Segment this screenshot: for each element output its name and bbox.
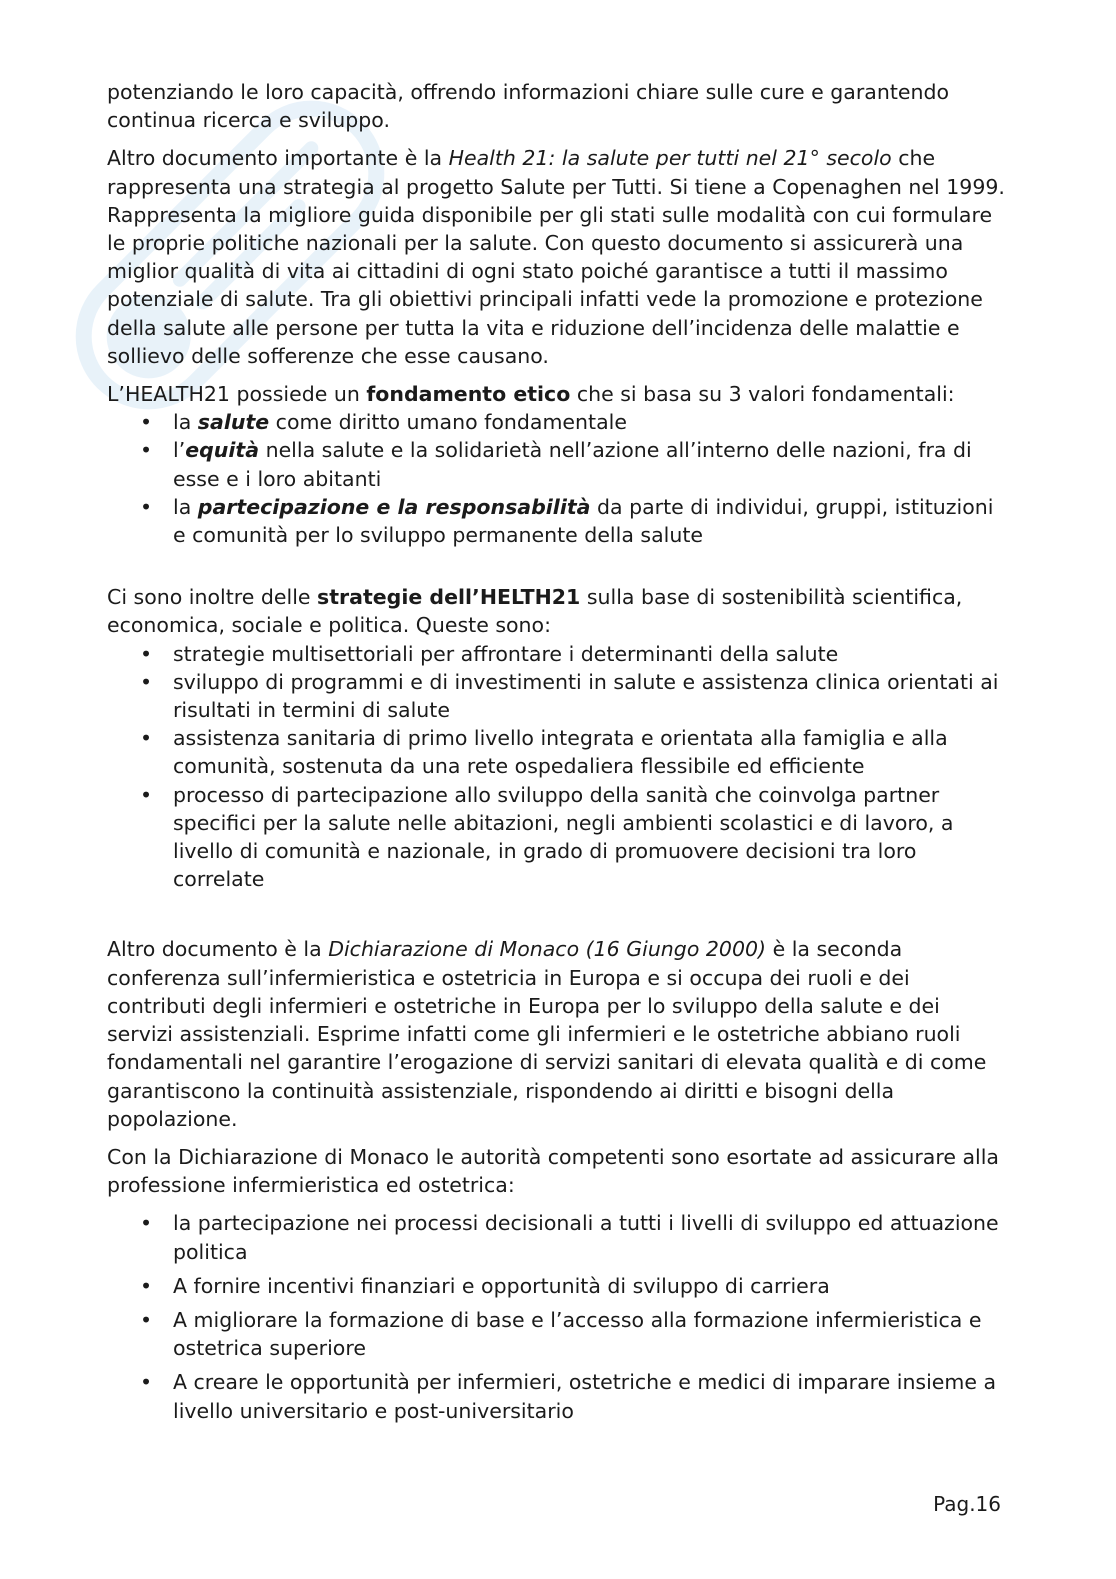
page-number: Pag.16 <box>933 1492 1001 1516</box>
text-run: da parte di individui, gruppi, istituzioni e comunità per lo sviluppo permanente della salute <box>173 494 994 548</box>
list-item <box>107 668 1007 724</box>
text-run: la <box>173 410 198 435</box>
list-item <box>107 1209 1007 1265</box>
monaco-list <box>107 1209 1007 1424</box>
ethical-foundation-term: fondamento etico <box>366 382 571 407</box>
text-run: la <box>173 494 198 519</box>
text-run: che si basa su 3 valori fondamentali: <box>570 382 955 407</box>
list-item <box>107 1306 1007 1362</box>
paragraph-strategies <box>107 583 1007 639</box>
list-item-text: processo di partecipazione allo sviluppo della sanità che coinvolga partner specifici per la salute nelle abitazioni, negli ambienti scolastici e di lavoro, a livello di comunità e nazionale, in grado di promuovere decisioni tra loro correlate <box>173 782 954 892</box>
list-item-text: assistenza sanitaria di primo livello integrata e orientata alla famiglia e alla comunità, sostenuta da una rete ospedaliera flessibile ed efficiente <box>173 726 948 779</box>
paragraph-monaco <box>107 935 1007 1132</box>
bullet-icon: • <box>140 1307 153 1332</box>
text-run: nella salute e la solidarietà nell’azione all’interno delle nazioni, fra di esse e i loro abitanti <box>173 438 972 491</box>
text-run: l’ <box>173 438 186 463</box>
list-item-text: A fornire incentivi finanziari e opportunità di sviluppo di carriera <box>173 1273 830 1298</box>
bullet-icon: • <box>140 1370 153 1395</box>
bullet-icon: • <box>140 438 153 463</box>
bullet-icon: • <box>140 1273 153 1298</box>
list-item <box>107 1272 1007 1300</box>
paragraph-health21 <box>107 144 1007 370</box>
list-item <box>107 640 1007 668</box>
list-item <box>107 781 1007 894</box>
strategies-term: strategie dell’HELTH21 <box>317 585 581 610</box>
value-term: salute <box>197 410 270 435</box>
bullet-icon: • <box>140 782 153 807</box>
text-run: come diritto umano fondamentale <box>269 410 627 435</box>
list-item-text: la partecipazione nei processi decisionali a tutti i livelli di sviluppo ed attuazione politica <box>173 1211 999 1264</box>
paragraph-ethical-foundation <box>107 380 1007 408</box>
text-run: è la seconda conferenza sull’infermieristica e ostetricia in Europa e si occupa dei ruoli e dei contributi degli infermieri e ostetriche in Europa per lo sviluppo della salute e dei servizi assistenziali. Esprime infatti come gli infermieri e le ostetriche abbiano ruoli fondamentali nel garantire l’erogazione di servizi sanitari di elevata qualità e di come garantiscono la continuità assistenziale, rispondendo ai diritti e bisogni della popolazione. <box>107 937 987 1131</box>
list-item-text: A creare le opportunità per infermieri, ostetriche e medici di imparare insieme a livello universitario e post-universitario <box>173 1370 997 1423</box>
paragraph-monaco-authorities: Con la Dichiarazione di Monaco le autorità competenti sono esortate ad assicurare alla professione infermieristica ed ostetrica: <box>107 1144 999 1198</box>
list-item <box>107 493 1007 549</box>
text-run: L’HEALTH21 possiede un <box>107 382 367 407</box>
bullet-icon: • <box>140 494 153 519</box>
text-run: che rappresenta una strategia al progetto Salute per Tutti. Si tiene a Copenaghen nel 1999. Rappresenta la migliore guida disponibile per gli stati sulle modalità con cui formulare le proprie politiche nazionali per la salute. Con questo documento si assicurerà una miglior qualità di vita ai cittadini di ogni stato poiché garantisce a tutti il massimo potenziale di salute. Tra gli obiettivi principali infatti vede la promozione e protezione della salute alle persone per tutta la vita e riduzione dell’incidenza delle malattie e sollievo delle sofferenze che esse causano. <box>107 146 1005 368</box>
list-item-text: strategie multisettoriali per affrontare i determinanti della salute <box>173 641 839 666</box>
strategies-list <box>107 640 1007 894</box>
bullet-icon: • <box>140 669 153 694</box>
list-item <box>107 724 1007 780</box>
health21-title: Health 21: la salute per tutti nel 21° secolo <box>448 146 892 171</box>
text-run: Altro documento è la <box>107 937 329 962</box>
text-run: sulla base di sostenibilità scientifica, economica, sociale e politica. Queste sono: <box>107 585 963 638</box>
list-item <box>107 408 1007 436</box>
bullet-icon: • <box>140 1211 153 1236</box>
value-term: partecipazione e la responsabilità <box>197 494 591 519</box>
bullet-icon: • <box>140 410 153 435</box>
list-item-text: A migliorare la formazione di base e l’accesso alla formazione infermieristica e ostetrica superiore <box>173 1307 982 1361</box>
list-item <box>107 436 1007 492</box>
list-item <box>107 1368 1007 1424</box>
bullet-icon: • <box>140 641 153 666</box>
monaco-title: Dichiarazione di Monaco (16 Giungo 2000) <box>328 937 767 962</box>
value-term: equità <box>185 438 260 463</box>
text-run: Ci sono inoltre delle <box>107 585 318 610</box>
list-item-text: sviluppo di programmi e di investimenti in salute e assistenza clinica orientati ai risultati in termini di salute <box>173 669 999 723</box>
values-list <box>107 408 1007 549</box>
paragraph-intro: potenziando le loro capacità, offrendo informazioni chiare sulle cure e garantendo continua ricerca e sviluppo. <box>107 80 950 133</box>
bullet-icon: • <box>140 726 153 751</box>
document-body <box>107 78 1007 1431</box>
text-run: Altro documento importante è la <box>107 146 449 171</box>
